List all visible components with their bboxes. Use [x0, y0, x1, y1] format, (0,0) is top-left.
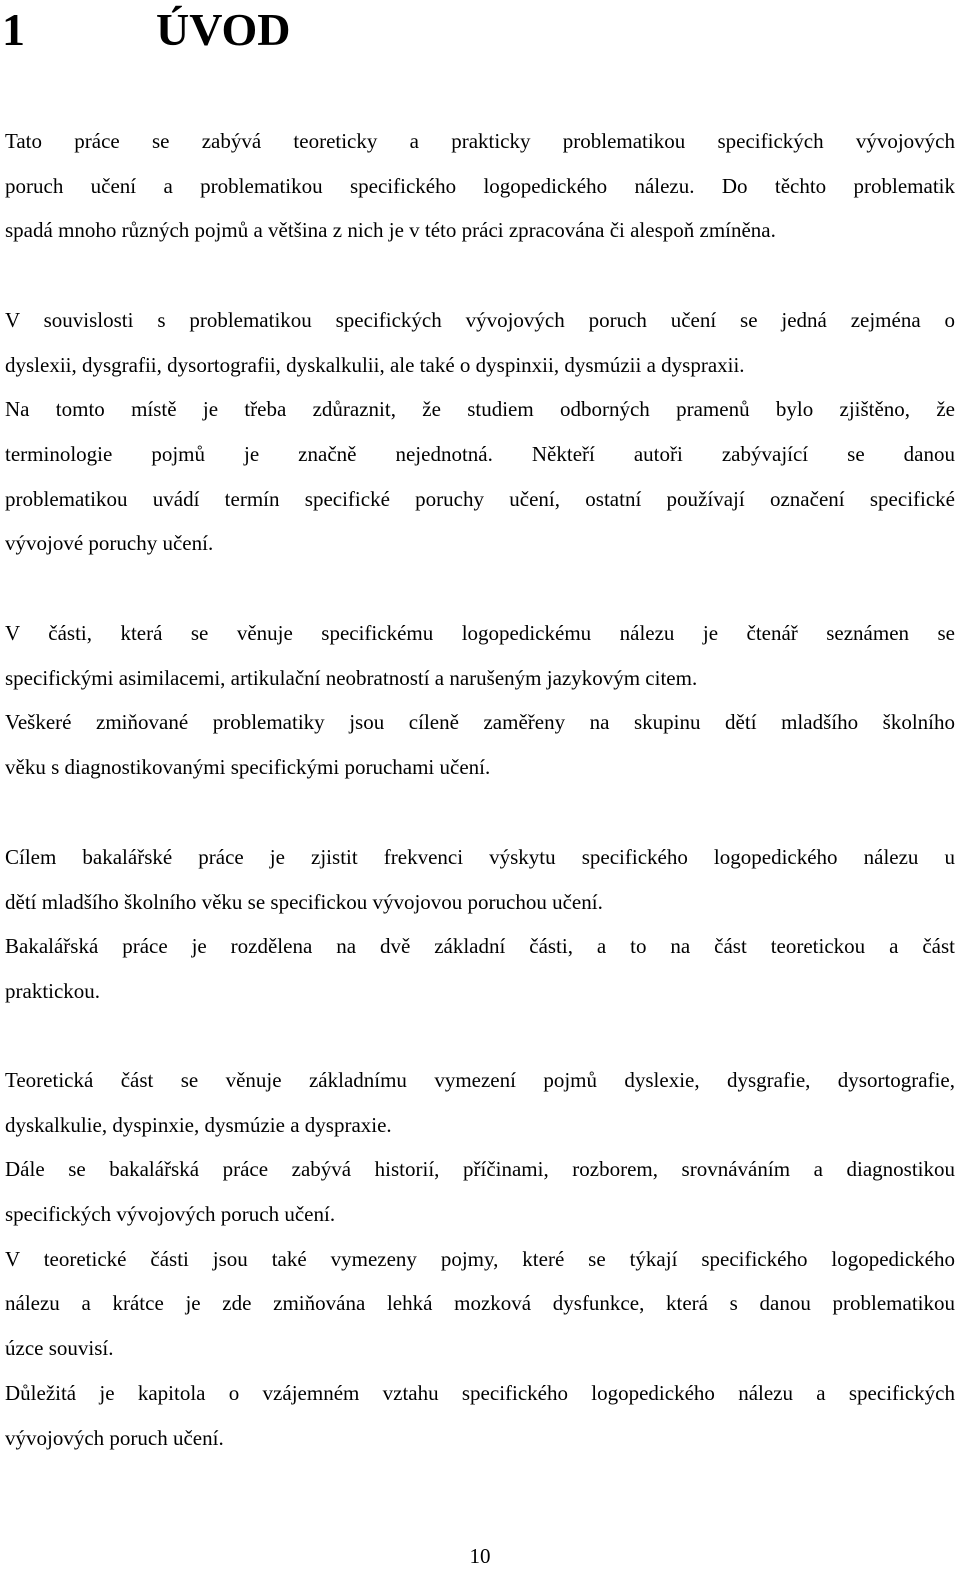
text-line: nálezu a krátce je zde zmiňována lehká mozková dysfunkce, která s danou problematikou — [5, 1291, 955, 1316]
text-line: Bakalářská práce je rozdělena na dvě základní části, a to na část teoretickou a část — [5, 934, 955, 959]
text-line: terminologie pojmů je značně nejednotná. Někteří autoři zabývající se danou — [5, 442, 955, 467]
text-line: úzce souvisí. — [5, 1336, 114, 1361]
text-line: Tato práce se zabývá teoreticky a prakticky problematikou specifických vývojových — [5, 129, 955, 153]
text-line: V části, která se věnuje specifickému logopedickému nálezu je čtenář seznámen se — [5, 621, 955, 645]
text-line: praktickou. — [5, 979, 101, 1004]
text-line: specifických vývojových poruch učení. — [5, 1202, 336, 1227]
text-line: vývojové poruchy učení. — [5, 531, 214, 556]
text-line: dyslexii, dysgrafii, dysortografii, dyskalkulii, ale také o dyspinxii, dysmúzii a dyspraxii. — [5, 352, 745, 377]
text-line: vývojových poruch učení. — [5, 1425, 224, 1450]
text-line: Důležitá je kapitola o vzájemném vztahu specifického logopedického nálezu a specifických — [5, 1380, 955, 1405]
text-line: dyskalkulie, dyspinxie, dysmúzie a dyspraxie. — [5, 1112, 392, 1137]
text-line: dětí mladšího školního věku se specifickou vývojovou poruchou učení. — [5, 889, 603, 914]
paragraph-goal — [5, 835, 955, 1014]
text-line: spadá mnoho různých pojmů a většina z nich je v této práci zpracována či alespoň zmíněna. — [5, 218, 776, 243]
chapter-title: ÚVOD — [156, 4, 291, 55]
text-line: V teoretické části jsou také vymezeny pojmy, které se týkají specifického logopedického — [5, 1246, 955, 1271]
text-line: věku s diagnostikovanými specifickými poruchami učení. — [5, 755, 491, 780]
text-line: Cílem bakalářské práce je zjistit frekvenci výskytu specifického logopedického nálezu u — [5, 845, 955, 869]
paragraph-theory — [5, 1058, 955, 1460]
text-line: problematikou uvádí termín specifické poruchy učení, ostatní používají označení specifické — [5, 486, 955, 511]
text-line: V souvislosti s problematikou specifických vývojových poruch učení se jedná zejména o — [5, 308, 955, 332]
paragraph-terminology — [5, 298, 955, 566]
chapter-number: 1 — [2, 4, 25, 55]
chapter-heading — [0, 0, 960, 60]
page-number: 10 — [469, 1544, 491, 1568]
paragraph-intro — [5, 119, 955, 253]
text-line: specifickými asimilacemi, artikulační neobratností a narušeným jazykovým citem. — [5, 665, 698, 690]
text-line: Veškeré zmiňované problematiky jsou cíleně zaměřeny na skupinu dětí mladšího školního — [5, 710, 955, 735]
text-line: Dále se bakalářská práce zabývá historií, příčinami, rozborem, srovnáváním a diagnostikou — [5, 1157, 955, 1182]
paragraph-logopedic — [5, 611, 955, 790]
text-line: Na tomto místě je třeba zdůraznit, že studiem odborných pramenů bylo zjištěno, že — [5, 397, 955, 422]
text-line: poruch učení a problematikou specifického logopedického nálezu. Do těchto problematik — [5, 173, 955, 198]
text-line: Teoretická část se věnuje základnímu vymezení pojmů dyslexie, dysgrafie, dysortografie, — [5, 1068, 955, 1092]
